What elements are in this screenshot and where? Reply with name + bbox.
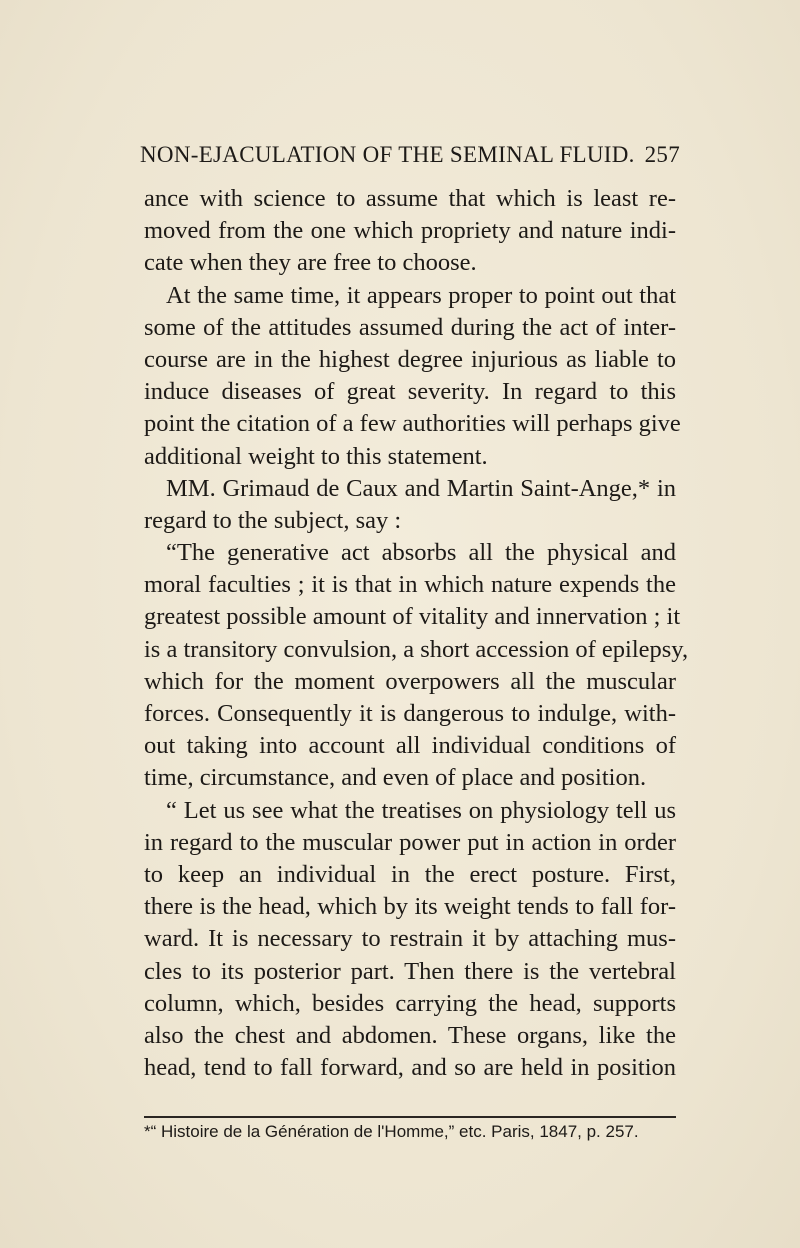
- text-line: At the same time, it appears proper to point out that: [166, 281, 676, 309]
- running-header-title: NON-EJACULATION OF THE SEMINAL FLUID.: [140, 142, 635, 167]
- text-line: to keep an individual in the erect posture. First,: [144, 860, 676, 888]
- text-line: which for the moment overpowers all the muscular: [144, 667, 676, 695]
- text-line: time, circumstance, and even of place and position.: [144, 764, 647, 792]
- text-line: “ Let us see what the treatises on physiology tell us: [166, 796, 676, 824]
- text-line: out taking into account all individual conditions of: [144, 732, 676, 760]
- text-line: ward. It is necessary to restrain it by attaching mus-: [144, 925, 676, 953]
- footnote-rule: [144, 1116, 676, 1118]
- text-line: is a transitory convulsion, a short accession of epilepsy,: [144, 635, 689, 663]
- text-line: moral faculties ; it is that in which nature expends the: [144, 571, 676, 599]
- text-line: cate when they are free to choose.: [144, 249, 477, 277]
- text-line: forces. Consequently it is dangerous to indulge, with-: [144, 700, 676, 727]
- text-line: point the citation of a few authorities will perhaps give: [144, 410, 681, 438]
- text-line: additional weight to this statement.: [144, 442, 488, 470]
- text-line: induce diseases of great severity. In regard to this: [144, 378, 676, 406]
- text-line: column, which, besides carrying the head, supports: [144, 989, 676, 1017]
- text-line: regard to the subject, say :: [144, 506, 402, 534]
- page-number: 257: [644, 142, 680, 167]
- body-text: [144, 183, 689, 1084]
- text-line: head, tend to fall forward, and so are held in position: [144, 1054, 676, 1082]
- text-line: some of the attitudes assumed during the act of inter-: [144, 313, 676, 341]
- text-line: ance with science to assume that which is least re-: [144, 185, 676, 212]
- text-line: also the chest and abdomen. These organs, like the: [144, 1021, 676, 1049]
- text-line: in regard to the muscular power put in action in order: [144, 828, 676, 856]
- text-line: course are in the highest degree injurious as liable to: [144, 345, 676, 373]
- text-line: MM. Grimaud de Caux and Martin Saint-Ange,* in: [166, 474, 676, 502]
- text-line: cles to its posterior part. Then there is the vertebral: [144, 957, 676, 985]
- text-line: greatest possible amount of vitality and innervation ; it: [144, 603, 681, 631]
- running-header: [140, 142, 680, 168]
- footnote: *“ Histoire de la Génération de l'Homme,” etc. Paris, 1847, p. 257.: [144, 1122, 639, 1141]
- text-line: “The generative act absorbs all the physical and: [166, 539, 676, 567]
- text-line: moved from the one which propriety and nature indi-: [144, 217, 676, 245]
- text-line: there is the head, which by its weight tends to fall for-: [144, 893, 676, 921]
